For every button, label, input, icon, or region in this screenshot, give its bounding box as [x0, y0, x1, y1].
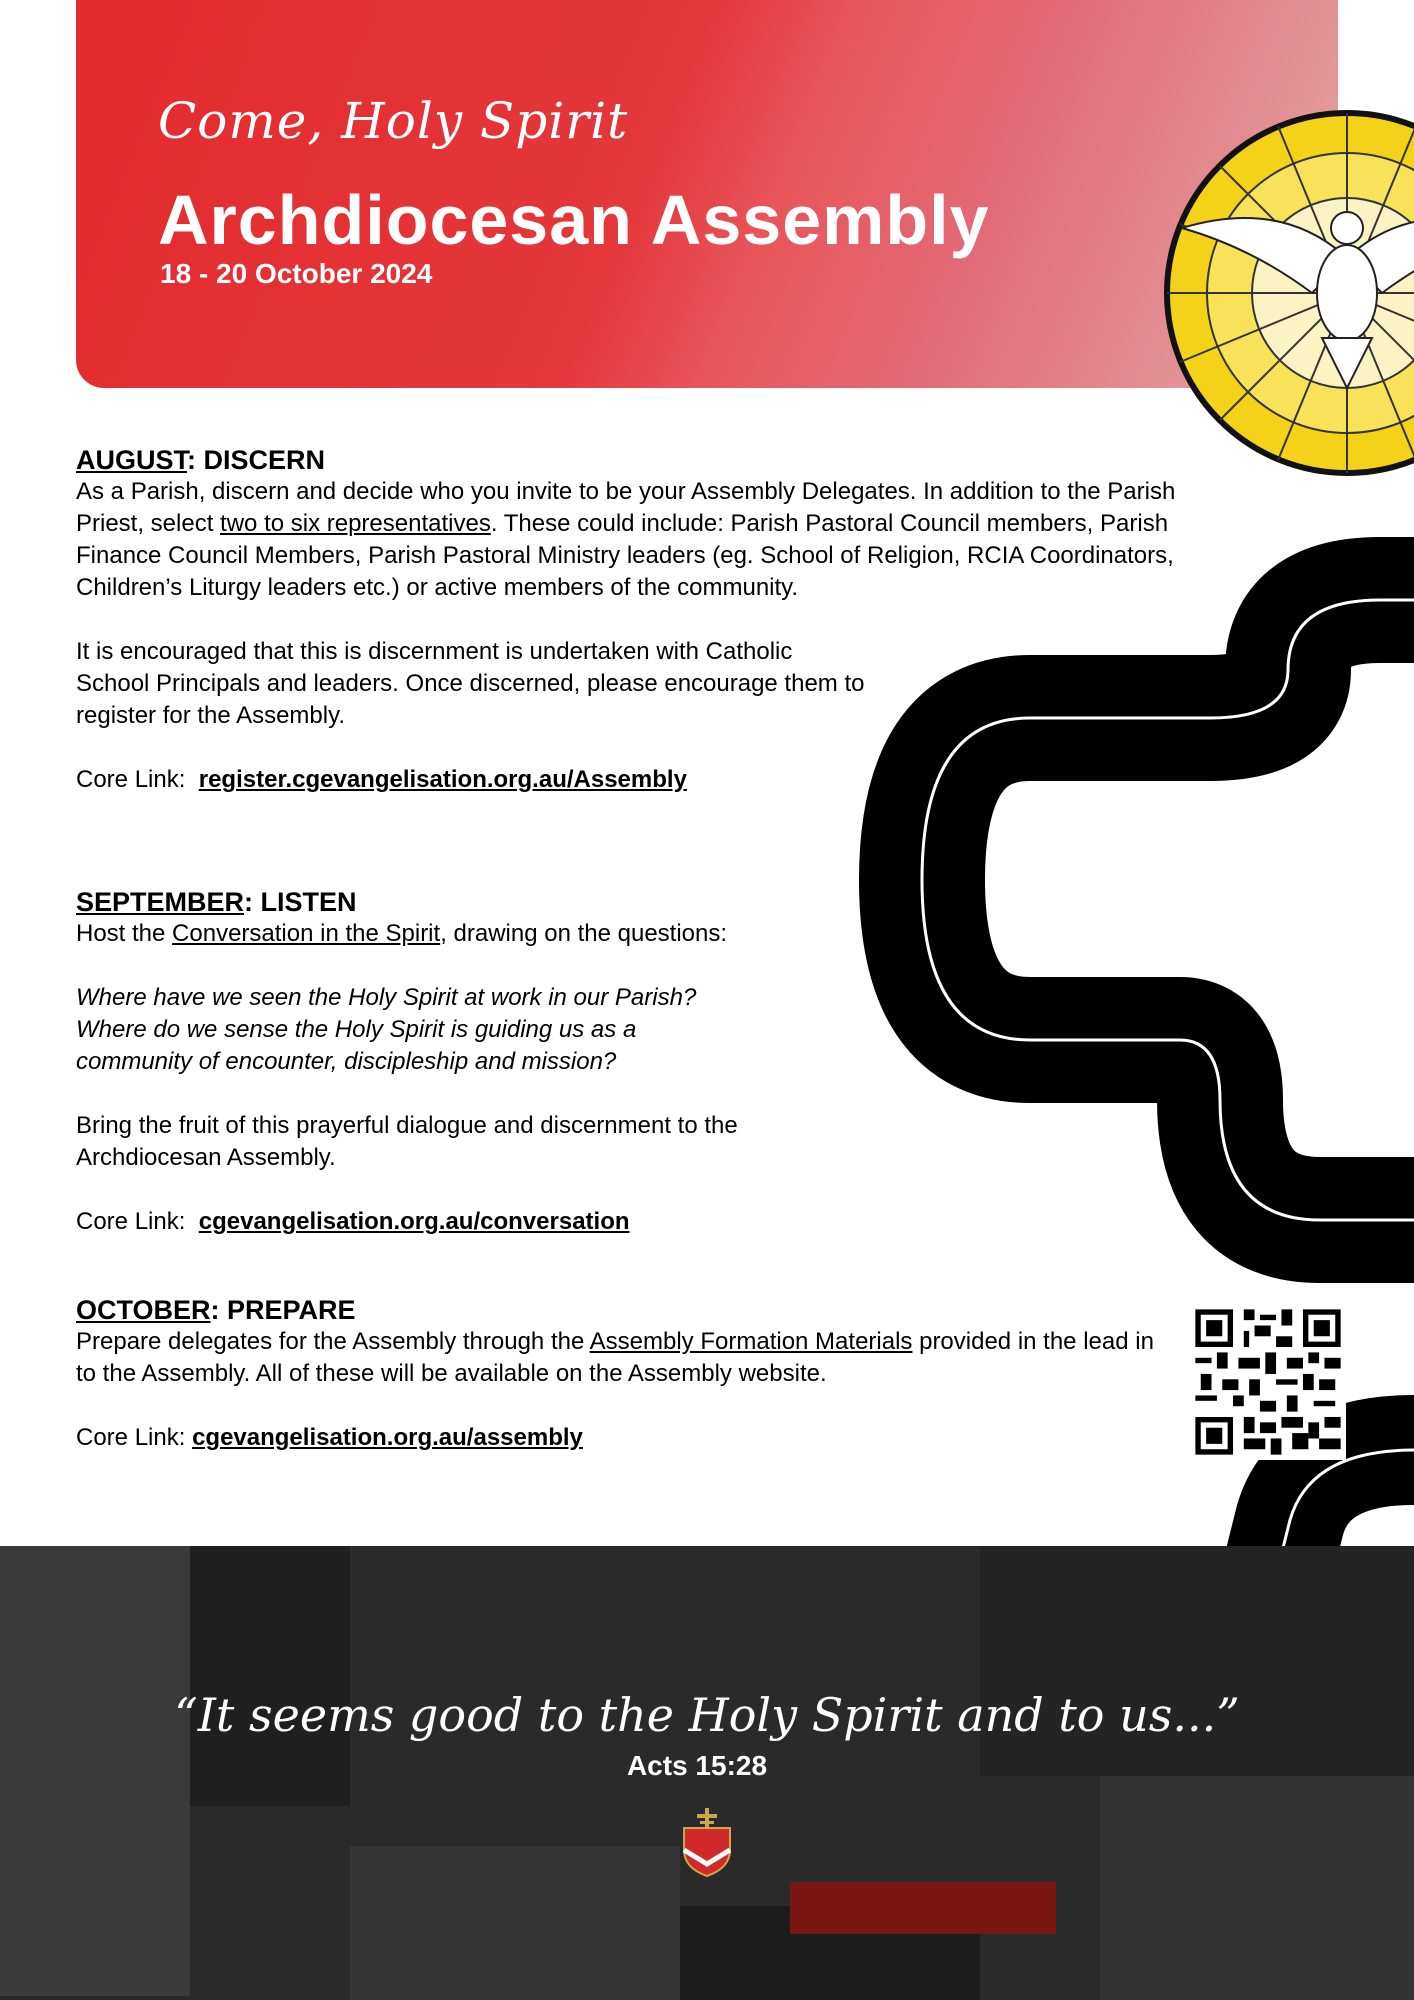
october-core-link: Core Link: cgevangelisation.org.au/assembly [76, 1424, 583, 1451]
section-september [76, 886, 866, 1238]
representatives-link[interactable]: two to six representatives [220, 510, 491, 537]
register-link[interactable]: register.cgevangelisation.org.au/Assembly [198, 766, 687, 793]
september-core-link: Core Link: cgevangelisation.org.au/conversation [76, 1208, 630, 1235]
october-heading: OCTOBER: PREPARE [76, 1295, 356, 1325]
photo-collage-tile [350, 1846, 680, 2000]
archdiocese-crest-icon [680, 1808, 734, 1878]
footer [0, 1546, 1414, 2000]
august-paragraph: As a Parish, discern and decide who you invite to be your Assembly Delegates. In addition to the Parish Priest, select two to six representatives. These could include: Parish Pastoral Council members, Parish Finance Council Members, Parish Pastoral Ministry leaders (eg. School of Religion, RCIA Coordinators, Children’s Liturgy leaders etc.) or active members of the community. [76, 478, 1176, 601]
august-paragraph-2: It is encouraged that this is discernment is undertaken with Catholic School Principals and leaders. Once discerned, please encourage them to register for the Assembly. [76, 638, 865, 729]
september-paragraph: Host the Conversation in the Spirit, drawing on the questions: [76, 920, 728, 947]
formation-materials-link[interactable]: Assembly Formation Materials [589, 1328, 913, 1355]
footer-quote: “It seems good to the Holy Spirit and to us...” [174, 1688, 1240, 1742]
conversation-url-link[interactable]: cgevangelisation.org.au/conversation [198, 1208, 630, 1235]
page-title: Archdiocesan Assembly [158, 181, 990, 259]
question-2b: community of encounter, discipleship and mission? [76, 1048, 617, 1075]
script-title: Come, Holy Spirit [158, 92, 629, 150]
october-paragraph: Prepare delegates for the Assembly through the Assembly Formation Materials provided in the lead in to the Assembly. All of these will be available on the Assembly website. [76, 1328, 1154, 1387]
august-core-link: Core Link: register.cgevangelisation.org.au/Assembly [76, 766, 687, 793]
photo-collage-tile [1100, 1776, 1414, 2000]
assembly-url-link[interactable]: cgevangelisation.org.au/assembly [192, 1424, 583, 1451]
conversation-link[interactable]: Conversation in the Spirit [172, 920, 441, 947]
september-heading: SEPTEMBER: LISTEN [76, 887, 357, 917]
september-paragraph-3: Bring the fruit of this prayerful dialogue and discernment to the Archdiocesan Assembly. [76, 1112, 738, 1171]
august-heading: AUGUST: DISCERN [76, 445, 326, 475]
section-october [76, 1294, 1156, 1454]
question-1: Where have we seen the Holy Spirit at work in our Parish? [76, 984, 697, 1011]
footer-reference: Acts 15:28 [626, 1750, 768, 1781]
section-august [76, 444, 1186, 796]
holy-spirit-dove-emblem [1162, 108, 1414, 478]
footer-red-bar [790, 1882, 1056, 1934]
question-2a: Where do we sense the Holy Spirit is guiding us as a [76, 1016, 637, 1043]
event-dates: 18 - 20 October 2024 [160, 258, 433, 289]
qr-code[interactable] [1190, 1304, 1346, 1460]
